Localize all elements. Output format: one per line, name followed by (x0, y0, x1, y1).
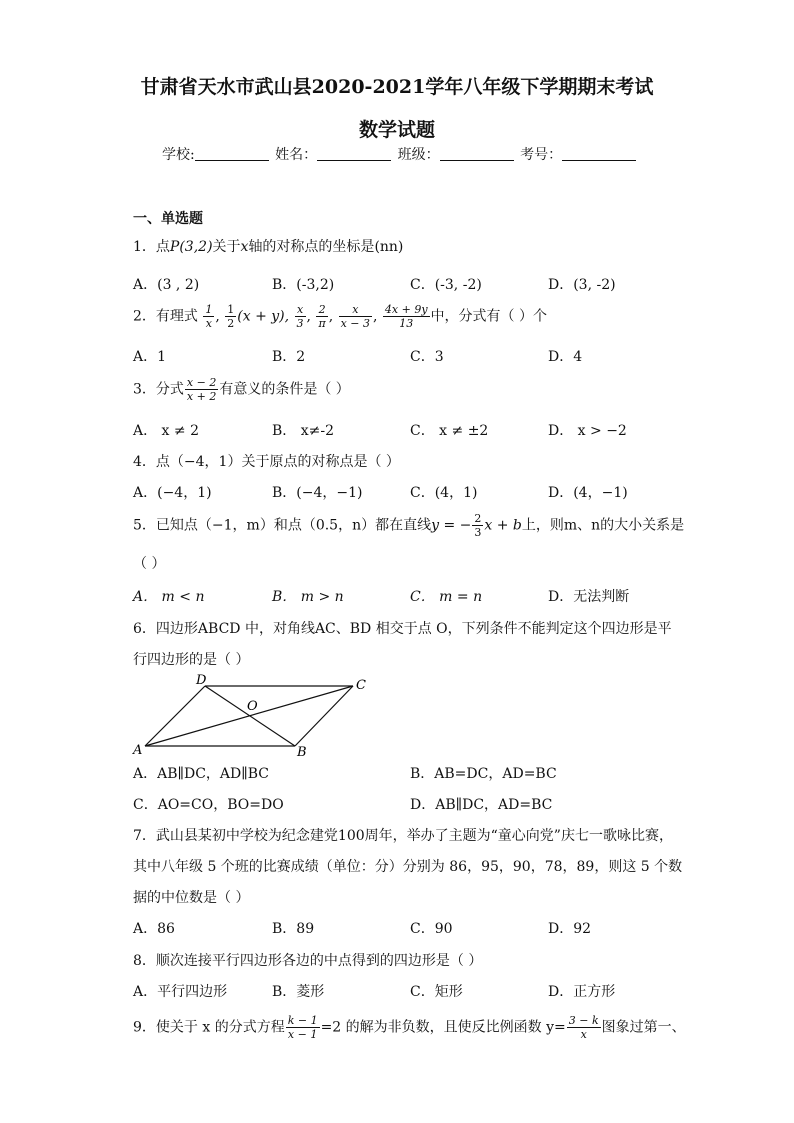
q1-suffix: 轴的对称点的坐标是 (248, 239, 375, 255)
q3-fraction: $\frac{x - 2}{x + 2}$ (186, 376, 217, 403)
q5-option-c[interactable]: C． m = n (410, 589, 483, 605)
q3-suffix: 有意义的条件是（ ） (219, 381, 350, 398)
parallelogram-figure (125, 670, 385, 762)
name-label: 姓名： (275, 147, 318, 163)
question-7-line-1: 7．武山县某初中学校为纪念建党100周年，举办了主题为“童心向党”庆七一歌咏比赛， (133, 828, 673, 844)
q1-option-c[interactable]: C．(-3, -2) (410, 277, 482, 293)
diagonal-bd (205, 686, 295, 746)
q4-option-b[interactable]: B．(−4，−1) (272, 485, 363, 501)
q2-suffix: 中，分式有（ ）个 (430, 308, 547, 325)
q1-axis: x (240, 239, 249, 255)
question-9 (133, 1014, 686, 1041)
q7-option-a[interactable]: A．86 (133, 921, 175, 937)
student-info (162, 146, 638, 164)
q5-suffix: 上，则m、n的大小关系是 (521, 517, 685, 534)
q6-option-c[interactable]: C．AO=CO，BO=DO (133, 797, 284, 813)
q5-fraction: $\frac{2}{3}$ (474, 512, 482, 539)
q7-option-b[interactable]: B．89 (272, 921, 315, 937)
page-title: 甘肃省天水市武山县2020-2021学年八年级下学期期末考试 (140, 76, 654, 98)
q2-frac-1: $\frac{1}{x}$ (205, 303, 213, 330)
q2-option-d[interactable]: D．4 (548, 349, 583, 365)
q9-fraction-1: $\frac{k - 1}{x - 1}$ (287, 1014, 318, 1041)
q5-prefix: 5．已知点（−1，m）和点（0.5，n）都在直线 (133, 517, 432, 534)
label-c: C (356, 678, 366, 693)
q1-paren: (nn) (374, 239, 404, 255)
q2-frac-6: $\frac{4x + 9y}{13}$ (384, 303, 428, 330)
q2-option-c[interactable]: C．3 (410, 349, 444, 365)
edge-cb (295, 686, 353, 746)
q8-option-a[interactable]: A．平行四边形 (133, 984, 228, 1000)
question-6-line-2: 行四边形的是（ ） (133, 652, 250, 668)
q3-prefix: 3．分式 (133, 381, 184, 398)
q8-option-c[interactable]: C．矩形 (410, 984, 463, 1000)
q2-frac-4: $\frac{2}{\pi}$ (318, 303, 326, 330)
q6-option-b[interactable]: B．AB=DC，AD=BC (410, 766, 557, 782)
question-8: 8．顺次连接平行四边形各边的中点得到的四边形是（ ） (133, 953, 483, 969)
question-4: 4．点（−4，1）关于原点的对称点是（ ） (133, 454, 400, 470)
q5-eq-right: x + b (484, 517, 522, 534)
q1-option-a[interactable]: A．(3 , 2) (133, 277, 200, 293)
q7-option-c[interactable]: C．90 (410, 921, 453, 937)
q2-prefix: 2．有理式 (133, 308, 198, 325)
question-7-line-3: 据的中位数是（ ） (133, 890, 250, 906)
class-field[interactable] (440, 147, 514, 161)
q1-mid: 关于 (212, 239, 241, 255)
q1-prefix: 1．点 (133, 239, 170, 255)
q5-option-d[interactable]: D．无法判断 (548, 589, 630, 605)
q2-option-a[interactable]: A．1 (133, 349, 167, 365)
q5-line2: （ ） (133, 556, 166, 572)
name-field[interactable] (317, 147, 391, 161)
number-label: 考号： (520, 147, 563, 163)
question-2: 2．有理式 $\frac{1}{x}$ , $\frac{1}{2}$ (x + y), $\frac{x}{3}$ , $\frac{2}{\pi}$ , $\frac{x}{x - 3}$ , $\frac{4x + 9y}{13}$ 中，分式有（ ）个 (133, 303, 547, 330)
question-5 (133, 512, 684, 539)
label-d: D (196, 673, 207, 688)
q3-option-d[interactable]: D． x > −2 (548, 423, 627, 439)
q9-prefix: 9．使关于 x 的分式方程 (133, 1019, 285, 1036)
question-6-line-1: 6．四边形ABCD 中，对角线AC、BD 相交于点 O，下列条件不能判定这个四边形是平 (133, 621, 672, 637)
q2-frac-3: $\frac{x}{3}$ (296, 303, 304, 330)
q9-mid: =2 的解为非负数，且使反比例函数 y= (320, 1019, 566, 1036)
q5-eq-left: y = − (431, 517, 472, 534)
q3-option-b[interactable]: B． x≠-2 (272, 423, 335, 439)
label-b: B (297, 745, 307, 760)
q8-option-b[interactable]: B．菱形 (272, 984, 325, 1000)
q6-option-a[interactable]: A．AB∥DC，AD∥BC (133, 766, 269, 782)
q3-option-a[interactable]: A． x ≠ 2 (133, 423, 199, 439)
school-field[interactable] (195, 147, 269, 161)
q5-option-b[interactable]: B． m > n (272, 589, 344, 605)
q1-option-d[interactable]: D．(3, -2) (548, 277, 616, 293)
q1-option-b[interactable]: B．(-3,2) (272, 277, 335, 293)
q1-point: P(3,2) (169, 239, 213, 255)
q8-option-d[interactable]: D．正方形 (548, 984, 616, 1000)
q2-frac-2-tail: (x + y), (237, 308, 290, 325)
q9-suffix: 图象过第一、 (601, 1019, 686, 1036)
question-7-line-2: 其中八年级 5 个班的比赛成绩（单位：分）分别为 86，95，90，78，89，则这 5 个数 (133, 859, 683, 875)
section-heading: 一、单选题 (133, 211, 203, 227)
q4-option-d[interactable]: D．(4，−1) (548, 485, 628, 501)
page-subtitle: 数学试题 (358, 119, 435, 141)
q2-frac-5: $\frac{x}{x - 3}$ (340, 303, 371, 330)
question-1 (133, 238, 403, 256)
q9-fraction-2: $\frac{3 - k}{x}$ (568, 1014, 599, 1041)
q4-option-a[interactable]: A．(−4，1) (133, 485, 212, 501)
q2-option-b[interactable]: B．2 (272, 349, 306, 365)
q2-frac-2: $\frac{1}{2}$ (227, 303, 235, 330)
question-3 (133, 376, 350, 403)
number-field[interactable] (562, 147, 636, 161)
q6-option-d[interactable]: D．AB∥DC，AD=BC (410, 797, 553, 813)
label-a: A (133, 743, 143, 758)
school-label: 学校: (162, 147, 195, 163)
q5-option-a[interactable]: A． m < n (133, 589, 205, 605)
label-o: O (247, 699, 258, 714)
q4-option-c[interactable]: C．(4，1) (410, 485, 478, 501)
class-label: 班级： (397, 147, 440, 163)
q7-option-d[interactable]: D．92 (548, 921, 592, 937)
q3-option-c[interactable]: C． x ≠ ±2 (410, 423, 489, 439)
